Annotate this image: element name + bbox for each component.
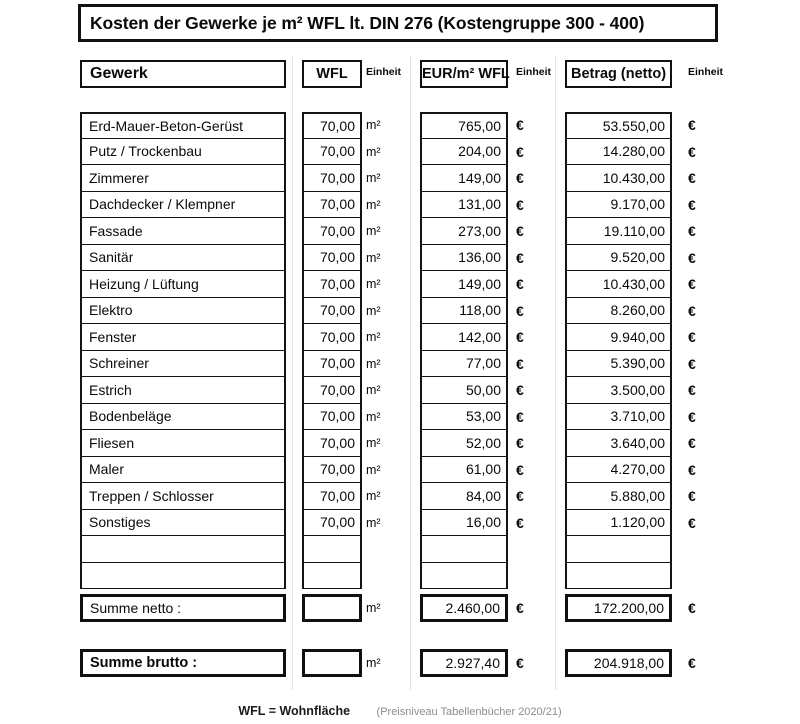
summe-netto-betrag-unit: € [688,600,696,616]
table-row-wfl-unit: m² [366,144,381,159]
table-row-betrag-text: 9.940,00 [610,328,665,345]
table-row-eur-text: 77,00 [465,355,501,372]
table-row-wfl [302,377,362,404]
table-row-gewerk-text: Erd-Mauer-Beton-Gerüst [89,117,244,134]
table-row-gewerk-text: Bodenbeläge [89,408,172,425]
summe-brutto-betrag-unit: € [688,655,696,671]
table-row-wfl [302,536,362,563]
table-row-wfl [302,165,362,192]
table-row-wfl-unit: m² [366,383,381,398]
table-row-eur-text: 52,00 [465,434,501,451]
summe-brutto-wfl-cell [302,649,362,677]
table-row-eur [420,510,508,537]
table-row-wfl-unit: m² [366,489,381,504]
table-row-gewerk [80,298,286,325]
table-row-betrag-text: 9.170,00 [610,196,665,213]
table-row-eur-unit: € [516,408,524,425]
summe-brutto-label-cell [80,649,286,677]
table-row-betrag [565,483,672,510]
table-row-wfl [302,218,362,245]
table-row-wfl-unit: m² [366,409,381,424]
table-row-eur [420,430,508,457]
table-row-wfl [302,457,362,484]
table-row-betrag [565,351,672,378]
table-row-eur [420,192,508,219]
table-row-eur-unit: € [516,249,524,266]
summe-brutto-betrag-cell [565,649,672,677]
table-row-betrag [565,271,672,298]
summe-netto-eur-cell [420,594,508,622]
table-row-wfl-unit: m² [366,515,381,530]
table-row-eur-text: 131,00 [458,196,501,213]
table-row-eur-unit: € [516,143,524,160]
table-row-betrag-text: 10.430,00 [602,275,665,292]
table-row-eur [420,165,508,192]
summe-brutto-label: Summe brutto : [90,655,198,671]
table-row-betrag [565,139,672,166]
column-separator-1 [292,56,293,690]
table-row-betrag [565,245,672,272]
table-row-eur [420,298,508,325]
table-row-wfl-unit: m² [366,277,381,292]
table-row-betrag [565,457,672,484]
summe-brutto-eur-value: 2.927,40 [445,655,500,671]
table-row-eur-text: 142,00 [458,328,501,345]
table-row-betrag-unit: € [688,461,696,478]
column-header-betrag-label: Betrag (netto) [570,66,667,82]
table-row-betrag-unit: € [688,223,696,240]
table-row-wfl-unit: m² [366,250,381,265]
table-row-betrag-unit: € [688,117,696,134]
table-row-betrag-text: 8.260,00 [610,302,665,319]
column-header-wfl-unit: Einheit [366,66,402,78]
summe-brutto-betrag-value: 204.918,00 [593,655,664,671]
table-row-eur-text: 50,00 [465,381,501,398]
table-row-gewerk-text: Estrich [89,381,132,398]
table-row-wfl-unit: m² [366,462,381,477]
table-row-betrag-unit: € [688,355,696,372]
table-row-betrag-unit: € [688,488,696,505]
table-row-gewerk-text: Treppen / Schlosser [89,487,214,504]
summe-netto-betrag-value: 172.200,00 [593,600,664,616]
table-row-eur-unit: € [516,435,524,452]
column-header-gewerk [80,60,286,88]
table-row-wfl [302,271,362,298]
table-row-betrag-text: 14.280,00 [602,143,665,160]
table-row-gewerk [80,245,286,272]
table-row-eur [420,404,508,431]
column-header-eur-unit: Einheit [516,66,552,78]
table-row-betrag [565,218,672,245]
table-row-eur-unit: € [516,302,524,319]
table-row-betrag [565,404,672,431]
table-row-eur-unit: € [516,329,524,346]
table-row-eur-unit: € [516,461,524,478]
table-row-eur [420,218,508,245]
table-row-gewerk [80,139,286,166]
table-row-betrag-unit: € [688,514,696,531]
table-row-eur-text: 84,00 [465,487,501,504]
table-row-gewerk [80,430,286,457]
summe-brutto-eur-unit: € [516,655,524,671]
table-row-wfl-text: 70,00 [319,143,355,160]
summe-netto-wfl-unit: m² [366,601,381,615]
summe-netto-label-cell [80,594,286,622]
table-row-betrag-text: 5.880,00 [610,487,665,504]
table-row-wfl [302,563,362,590]
footer-legend: WFL = Wohnfläche [238,704,351,718]
table-row-wfl-unit: m² [366,224,381,239]
table-row-betrag-unit: € [688,276,696,293]
table-row-wfl-unit: m² [366,330,381,345]
table-row-betrag-text: 4.270,00 [610,461,665,478]
summe-netto-label: Summe netto : [90,600,182,616]
table-row-eur-unit: € [516,170,524,187]
table-row-wfl-unit: m² [366,197,381,212]
table-row-eur [420,377,508,404]
table-row-gewerk [80,351,286,378]
table-row-eur [420,351,508,378]
footer-note: (Preisniveau Tabellenbücher 2020/21) [376,706,562,718]
table-row-betrag-unit: € [688,382,696,399]
table-row-eur-text: 118,00 [459,302,501,319]
table-row-betrag [565,298,672,325]
column-header-gewerk-label: Gewerk [90,65,148,82]
table-row-gewerk [80,483,286,510]
table-row-gewerk [80,536,286,563]
table-row-eur-text: 61,00 [465,461,501,478]
table-row-wfl-unit: m² [366,171,381,186]
table-row-betrag [565,430,672,457]
column-header-wfl-label: WFL [316,66,348,82]
table-row-wfl-text: 70,00 [319,249,355,266]
table-row-betrag-unit: € [688,302,696,319]
table-row-gewerk [80,112,286,139]
table-row-wfl [302,324,362,351]
table-row-wfl-text: 70,00 [319,275,355,292]
table-row-betrag [565,324,672,351]
table-row-eur-unit: € [516,382,524,399]
table-row-wfl-text: 70,00 [319,487,355,504]
table-row-eur [420,271,508,298]
table-row-gewerk [80,218,286,245]
table-row-eur [420,563,508,590]
table-row-eur [420,483,508,510]
table-row-betrag-text: 10.430,00 [602,169,665,186]
table-row-eur-unit: € [516,276,524,293]
table-row-gewerk [80,324,286,351]
report-title-box [78,4,718,42]
table-row-betrag [565,377,672,404]
table-row-eur-unit: € [516,223,524,240]
table-row-gewerk-text: Schreiner [89,355,149,372]
table-row-gewerk [80,510,286,537]
table-row-betrag [565,165,672,192]
table-row-wfl-text: 70,00 [319,169,355,186]
summe-netto-betrag-cell [565,594,672,622]
table-row-gewerk [80,563,286,590]
table-row-eur-text: 204,00 [458,143,501,160]
summe-brutto-wfl-unit: m² [366,656,381,670]
table-row-wfl-text: 70,00 [319,117,355,134]
table-row-gewerk-text: Dachdecker / Klempner [89,196,236,213]
page-title: Kosten der Gewerke je m² WFL lt. DIN 276 (Kostengruppe 300 - 400) [90,12,645,33]
table-row-betrag [565,112,672,139]
table-row-betrag-unit: € [688,249,696,266]
table-row-wfl-unit: m² [366,303,381,318]
column-header-wfl [302,60,362,88]
table-row-eur-text: 149,00 [458,275,501,292]
table-row-gewerk [80,271,286,298]
table-row-gewerk-text: Zimmerer [89,169,149,186]
table-row-betrag-text: 3.500,00 [610,381,665,398]
table-row-wfl [302,430,362,457]
column-header-eur [420,60,508,88]
table-row-wfl [302,192,362,219]
table-row-gewerk-text: Fliesen [89,434,135,451]
table-row-betrag [565,510,672,537]
column-header-betrag-unit: Einheit [688,66,724,78]
table-row-wfl-text: 70,00 [319,408,355,425]
table-row-wfl [302,112,362,139]
table-row-betrag-unit: € [688,408,696,425]
table-row-wfl-text: 70,00 [319,328,355,345]
table-row-betrag-text: 1.120,00 [610,514,665,531]
table-row-eur-unit: € [516,117,524,134]
table-row-wfl [302,404,362,431]
table-row-wfl-text: 70,00 [319,196,355,213]
table-row-betrag-unit: € [688,170,696,187]
table-row-wfl-text: 70,00 [319,514,355,531]
summe-netto-eur-unit: € [516,600,524,616]
table-row-wfl [302,245,362,272]
table-row-wfl [302,483,362,510]
table-row-betrag-text: 3.710,00 [610,408,665,425]
table-row-wfl-unit: m² [366,356,381,371]
table-row-wfl [302,139,362,166]
table-row-gewerk-text: Maler [89,461,125,478]
table-row-gewerk [80,377,286,404]
table-row-gewerk-text: Fassade [89,222,143,239]
table-row-gewerk-text: Sanitär [89,249,134,266]
table-row-gewerk-text: Sonstiges [89,514,151,531]
table-row-wfl-unit: m² [366,118,381,133]
table-row-gewerk-text: Fenster [89,328,137,345]
summe-brutto-eur-cell [420,649,508,677]
table-row-betrag-text: 3.640,00 [610,434,665,451]
table-row-wfl-unit: m² [366,436,381,451]
table-row-gewerk [80,404,286,431]
table-row-betrag-text: 5.390,00 [610,355,665,372]
table-row-eur-text: 765,00 [458,117,501,134]
table-row-gewerk [80,192,286,219]
column-separator-2 [410,56,411,690]
summe-netto-wfl-cell [302,594,362,622]
table-row-eur [420,245,508,272]
footer [0,702,800,720]
table-row-betrag-unit: € [688,329,696,346]
table-row-eur-unit: € [516,355,524,372]
table-row-eur [420,324,508,351]
table-row-eur-text: 16,00 [465,514,501,531]
table-row-eur-text: 136,00 [458,249,501,266]
table-row-betrag-unit: € [688,196,696,213]
column-header-betrag [565,60,672,88]
table-row-gewerk [80,165,286,192]
table-row-wfl-text: 70,00 [319,222,355,239]
table-row-betrag-text: 19.110,00 [603,222,665,239]
table-row-eur-unit: € [516,514,524,531]
table-row-gewerk-text: Heizung / Lüftung [89,275,199,292]
table-row-wfl-text: 70,00 [319,381,355,398]
table-row-eur [420,536,508,563]
table-row-wfl-text: 70,00 [319,302,355,319]
table-row-betrag [565,192,672,219]
table-row-gewerk-text: Elektro [89,302,133,319]
table-row-wfl [302,510,362,537]
table-row-wfl-text: 70,00 [319,461,355,478]
table-row-eur [420,457,508,484]
table-row-betrag [565,536,672,563]
table-row-eur-unit: € [516,196,524,213]
table-row-eur [420,112,508,139]
table-row-betrag-text: 9.520,00 [610,249,665,266]
table-row-eur-text: 149,00 [458,169,501,186]
table-row-gewerk-text: Putz / Trockenbau [89,143,202,160]
table-row-eur [420,139,508,166]
table-row-betrag [565,563,672,590]
table-row-gewerk [80,457,286,484]
table-row-wfl-text: 70,00 [319,434,355,451]
table-row-betrag-unit: € [688,435,696,452]
summe-netto-eur-value: 2.460,00 [445,600,500,616]
column-header-eur-label: EUR/m² WFL [422,66,510,82]
table-row-eur-text: 53,00 [465,408,501,425]
table-row-wfl [302,351,362,378]
table-row-wfl-text: 70,00 [319,355,355,372]
table-row-betrag-unit: € [688,143,696,160]
table-row-wfl [302,298,362,325]
table-row-eur-text: 273,00 [458,222,501,239]
table-row-eur-unit: € [516,488,524,505]
table-row-betrag-text: 53.550,00 [602,117,665,134]
column-separator-3 [555,56,556,690]
